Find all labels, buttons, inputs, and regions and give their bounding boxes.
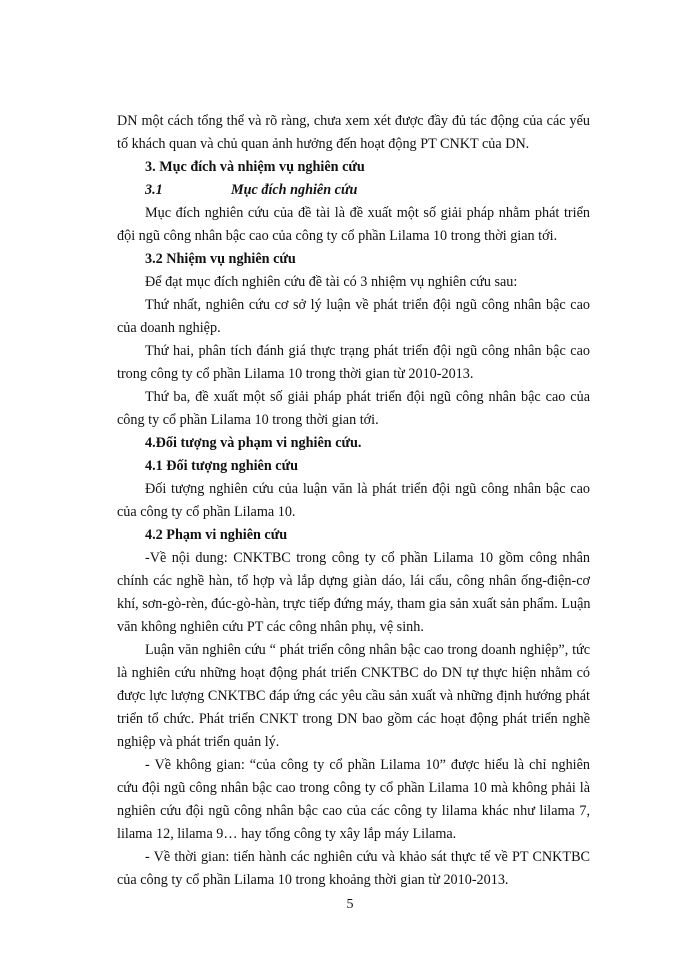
body-line: công ty cổ phần Lilama 10 trong thời gian tới. — [117, 412, 379, 428]
body-line: văn không nghiên cứu PT các công nhân phụ, vệ sinh. — [117, 619, 424, 635]
body-line: của công ty cổ phần Lilama 10 trong khoảng thời gian từ 2010-2013. — [117, 872, 509, 888]
body-line: -Về nội dung: CNKTBC trong công ty cổ phần Lilama 10 gồm công nhân — [145, 550, 590, 566]
subsection-heading — [145, 180, 618, 200]
section-heading: 4.Đối tượng và phạm vi nghiên cứu. — [145, 435, 362, 451]
body-line: là nghiên cứu những hoạt động phát triển CNKTBC do DN tự thực hiện nhằm có — [117, 665, 590, 681]
body-line: được lực lượng CNKTBC đáp ứng các yêu cầu sản xuất và những định hướng phát — [117, 688, 590, 704]
body-line: trong công ty cổ phần Lilama 10 trong thời gian từ 2010-2013. — [117, 366, 474, 382]
body-line: cứu đội ngũ công nhân bậc cao trong công ty cổ phần Lilama 10 mà không phải là — [117, 780, 590, 796]
body-line: Mục đích nghiên cứu của đề tài là đề xuất một số giải pháp nhằm phát triển — [145, 205, 590, 221]
body-line: Luận văn nghiên cứu “ phát triển công nhân bậc cao trong doanh nghiệp”, tức — [145, 642, 590, 658]
body-line: tố khách quan và chủ quan ảnh hưởng đến hoạt động PT CNKT của DN. — [117, 136, 530, 152]
body-line: Đối tượng nghiên cứu của luận văn là phát triển đội ngũ công nhân bậc cao — [145, 481, 590, 497]
body-line: Để đạt mục đích nghiên cứu đề tài có 3 nhiệm vụ nghiên cứu sau: — [145, 274, 518, 290]
body-line: Thứ nhất, nghiên cứu cơ sở lý luận về phát triển đội ngũ công nhân bậc cao — [145, 297, 590, 313]
subsection-heading: 4.2 Phạm vi nghiên cứu — [145, 527, 288, 543]
subsection-title: Mục đích nghiên cứu — [231, 182, 358, 198]
subsection-heading: 4.1 Đối tượng nghiên cứu — [145, 458, 298, 474]
body-line: lilama 12, lilama 9… hay tổng công ty xây lắp máy Lilama. — [117, 826, 457, 842]
body-line: Thứ hai, phân tích đánh giá thực trạng phát triển đội ngũ công nhân bậc cao — [145, 343, 590, 359]
body-line: của doanh nghiệp. — [117, 320, 221, 336]
subsection-heading: 3.2 Nhiệm vụ nghiên cứu — [145, 251, 296, 267]
body-line: - Về không gian: “của công ty cổ phần Lilama 10” được hiểu là chỉ nghiên — [145, 757, 590, 773]
body-line: nghiên cứu đội ngũ công nhân bậc cao của các công ty lilama khác như lilama 7, — [117, 803, 590, 819]
subsection-number: 3.1 — [145, 182, 163, 198]
body-line: Thứ ba, đề xuất một số giải pháp phát triển đội ngũ công nhân bậc cao của — [145, 389, 590, 405]
body-line: chính các nghề hàn, tổ hợp và lắp dựng giàn dáo, lái cẩu, công nhân ống-điện-cơ — [117, 573, 590, 589]
body-line: của công ty cổ phần Lilama 10. — [117, 504, 296, 520]
section-heading: 3. Mục đích và nhiệm vụ nghiên cứu — [145, 159, 365, 175]
page-number: 5 — [346, 897, 354, 912]
body-line: triển tổ chức. Phát triển CNKT trong DN bao gồm các hoạt động phát triển nghề — [117, 711, 590, 727]
body-line: đội ngũ công nhân bậc cao của công ty cổ phần Lilama 10 trong thời gian tới. — [117, 228, 558, 244]
body-line: khí, sơn-gò-rèn, đúc-gò-hàn, trực tiếp đứng máy, tham gia sản xuất sản phẩm. Luận — [117, 596, 591, 612]
body-line: nghiệp và phát triển quản lý. — [117, 734, 280, 750]
body-line: - Về thời gian: tiến hành các nghiên cứu và khảo sát thực tế về PT CNKTBC — [145, 849, 590, 865]
body-line: DN một cách tổng thể và rõ ràng, chưa xem xét được đầy đủ tác động của các yếu — [117, 113, 590, 129]
